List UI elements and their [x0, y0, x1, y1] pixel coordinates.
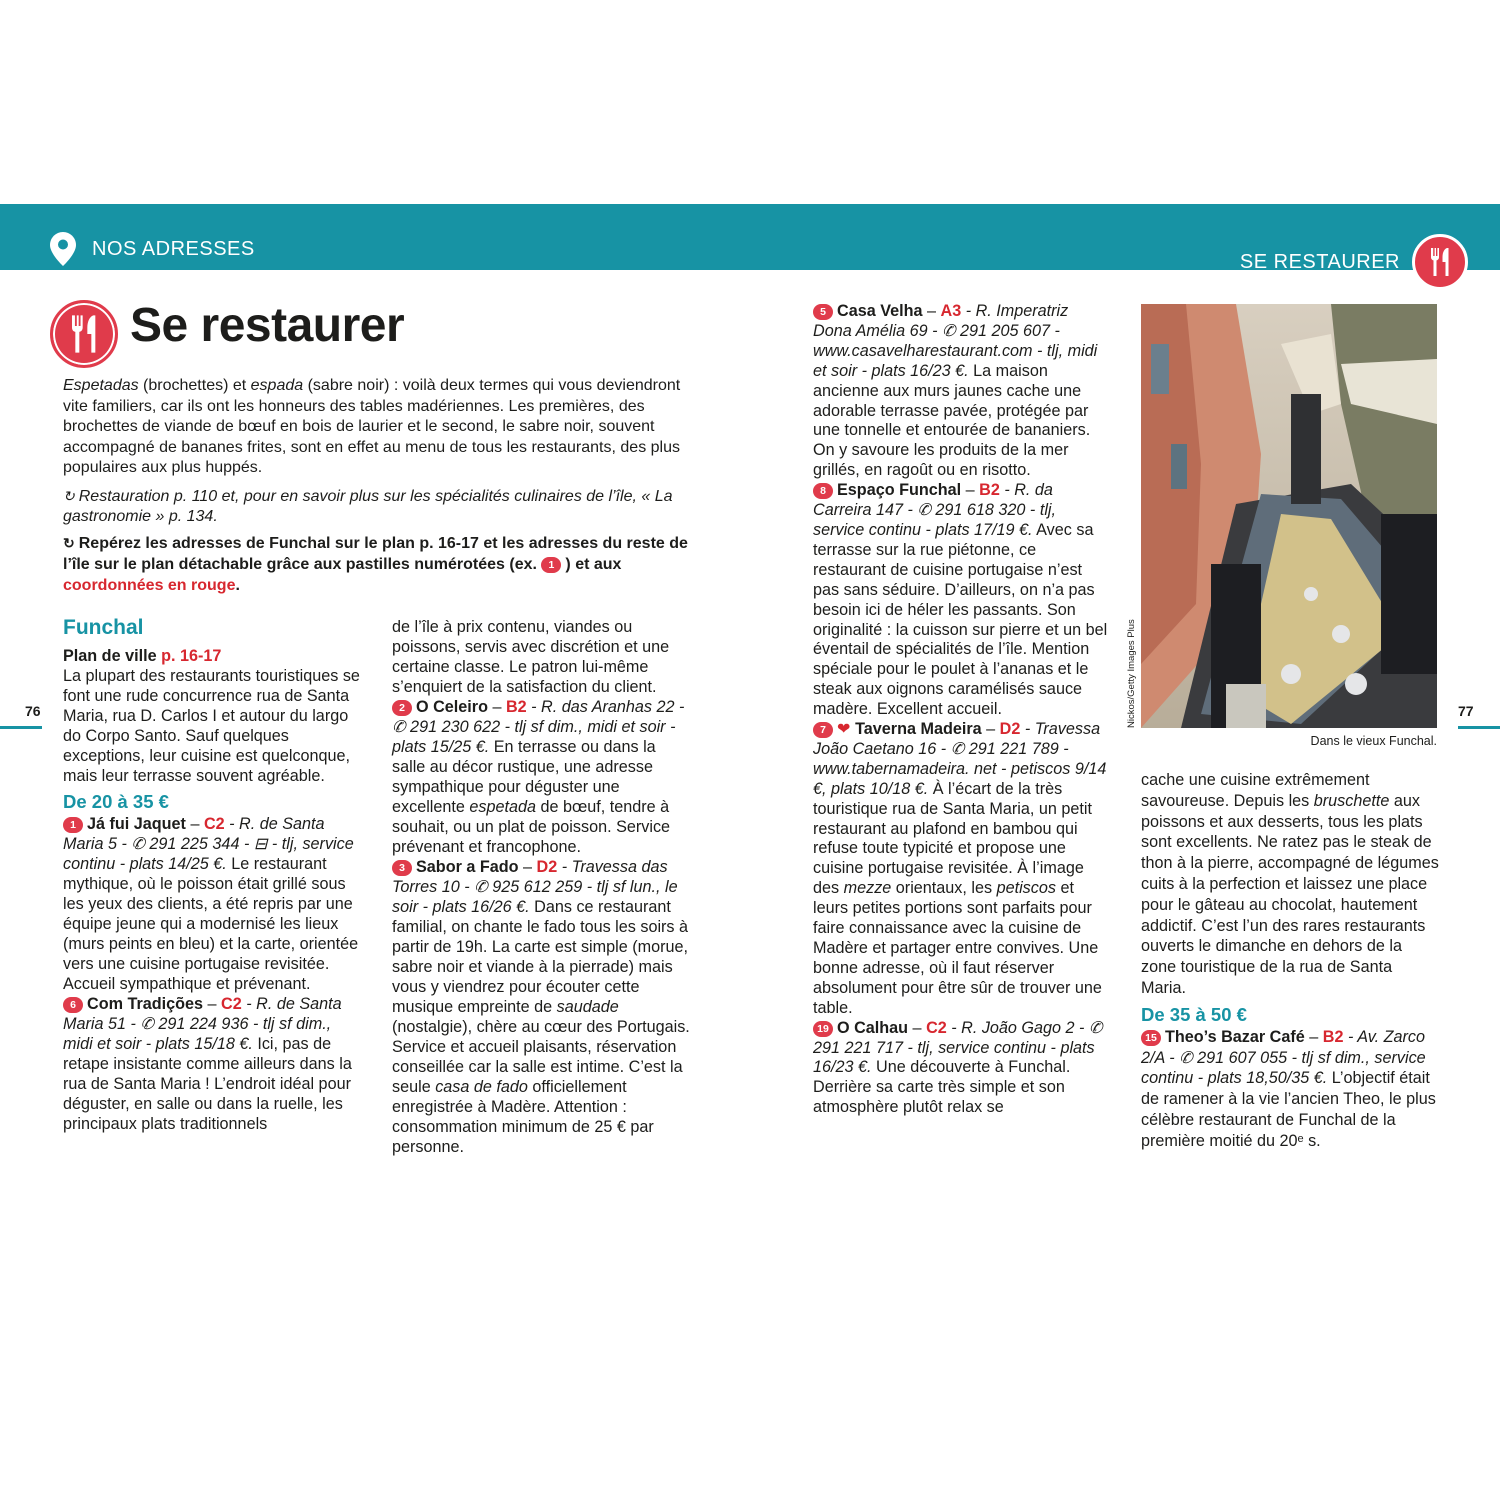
number-badge: 6	[63, 997, 83, 1013]
column-3	[813, 302, 1111, 1118]
section-label: NOS ADRESSES	[92, 237, 255, 260]
restaurant-details: - R. de Santa Maria 5 - ✆ 291 225 344 - ⊟ - tlj, service continu - plats 14/25 €.	[63, 815, 354, 873]
column-1	[63, 614, 363, 1134]
restaurant-description-continued: de l’île à prix contenu, viandes ou poissons, servis avec discrétion et une certaine classe. Le patron lui-même s’enquiert de la satisfaction du client.	[392, 618, 670, 696]
locator-text-b: ) et aux	[565, 556, 622, 573]
restaurant-entry	[1141, 1027, 1441, 1152]
restaurant-description: Le restaurant mythique, où le poisson était grillé sous les yeux des clients, a été repris par une équipe jeune qui a modernisé les lieux (murs peints en bleu) et la carte, orientée vers une cuisine portugaise revisitée. Accueil sympathique et prévenant.	[63, 855, 359, 993]
separator: –	[961, 481, 980, 500]
number-badge: 15	[1141, 1030, 1161, 1046]
separator: –	[487, 698, 506, 716]
map-coordinate: B2	[505, 698, 527, 716]
number-badge: 19	[813, 1021, 833, 1037]
number-badge: 1	[63, 817, 83, 833]
restaurant-description: (nostalgie), chère au cœur des Portugais. Service et accueil plaisants, réservation conseillée car la salle est intime. C’est la seule	[392, 1018, 690, 1096]
restaurant-name: Theo’s Bazar Café	[1165, 1027, 1305, 1046]
restaurant-icon	[50, 300, 118, 368]
restaurant-details: - Av. Zarco 2/A - ✆ 291 607 055 - tlj sf dim., service continu - plats 18,50/35 €.	[1141, 1027, 1426, 1088]
photo-credit: Nickos/Getty Images Plus	[1126, 619, 1137, 728]
city-intro: La plupart des restaurants touristiques se font une rude concurrence rua de Santa Maria, rua D. Carlos I et autour du largo do Corpo Santo. Sauf quelques exceptions, leur cuisine est quelconque, mais leur terrasse souvent agréable.	[63, 667, 360, 785]
restaurant-entry	[392, 697, 692, 857]
separator: –	[981, 720, 1000, 739]
intro-paragraph	[63, 376, 693, 479]
map-ref-page: p. 16-17	[161, 647, 222, 665]
restaurant-description: La maison ancienne aux murs jaunes cache une adorable terrasse pavée, protégée par une tonnelle et entourée de bananiers. On y savoure les produits de la mer grillés, en ragoût ou en risotto.	[813, 361, 1091, 480]
cross-reference-icon: ↻	[63, 488, 75, 504]
restaurant-name: O Calhau	[837, 1018, 909, 1037]
page-number-rule	[1458, 726, 1500, 729]
restaurant-description: Dans ce restaurant familial, on chante le fado tous les soirs à partir de 19h. La carte est simple (morue, sabre noir et viande à la pierrade) mais vous y viendrez pour écouter cette musique empreinte de	[392, 898, 689, 1016]
fork-knife-icon	[1412, 234, 1468, 290]
restaurant-description: L’objectif était de ramener à la vie l’ancien Theo, le plus célèbre restaurant de Funchal de la première moitié du 20ᵉ s.	[1141, 1069, 1436, 1150]
number-badge: 7	[813, 722, 833, 738]
locator-text-end: .	[235, 577, 240, 594]
locator-text-red: coordonnées en rouge	[63, 577, 236, 594]
locator-text-a: Repérez les adresses de Funchal sur le plan p. 16-17 et les adresses du reste de l’île sur le plan détachable grâce aux pastilles numérotées (ex.	[63, 535, 688, 573]
restaurant-description: officiellement enregistrée à Madère. Attention : consommation minimum de 25 € par personne.	[392, 1078, 654, 1156]
restaurant-description: En terrasse ou dans la salle au décor rustique, une adresse sympathique pour déguster une excellente	[392, 738, 656, 816]
separator: –	[1304, 1027, 1323, 1046]
heart-icon: ❤	[837, 720, 851, 739]
map-coordinate: A3	[940, 302, 962, 320]
column-4	[1141, 770, 1441, 1152]
intro-term-2: espada	[250, 377, 304, 394]
map-coordinate: D2	[536, 858, 558, 876]
dish-term: espetada	[469, 798, 536, 816]
restaurant-name: Casa Velha	[837, 302, 923, 320]
separator: –	[185, 815, 204, 833]
map-coordinate: C2	[221, 995, 242, 1013]
restaurant-description: Avec sa terrasse sur la rue piétonne, ce restaurant de cuisine portugaise n’est pas sans séduire. D’ailleurs, on n’a pas besoin ici de héler les passants. Son originalité : la cuisson sur pierre et un bel éventail de spécialités de l’île. Mention spéciale pour le poulet à l’ananas et le steak aux oignons caramélisés sauce madère. Excellent accueil.	[813, 520, 1108, 719]
separator: –	[203, 995, 222, 1013]
restaurant-details: - R. João Gago 2 - ✆ 291 221 717 - tlj, service continu - plats 16/23 €.	[813, 1018, 1103, 1077]
price-heading: De 35 à 50 €	[1141, 1003, 1247, 1025]
photo-caption: Dans le vieux Funchal.	[1310, 734, 1437, 748]
restaurant-description: Ici, pas de retape insistante comme ailleurs dans la rua de Santa Maria ! L’endroit idéal pour déguster, en salle ou dans la ruelle, les principaux plats traditionnels	[63, 1035, 352, 1133]
page-number-rule	[0, 726, 42, 729]
map-coordinate: C2	[203, 815, 225, 833]
page-number-left: 76	[25, 703, 41, 719]
restaurant-details: - Travessa João Caetano 16 - ✆ 291 221 789 - www.tabernamadeira. net - petiscos 9/14 €, plats 10/18 €.	[813, 720, 1107, 798]
restaurant-details: - R. Imperatriz Dona Amélia 69 - ✆ 291 205 607 - www.casavelharestaurant.com - tlj, midi et soir - plats 16/23 €.	[813, 302, 1098, 380]
intro-text-2: (sabre noir) : voilà deux termes qui vous deviendront vite familiers, car ils ont les honneurs des tables madériennes. Les premières, des brochettes de viande de bœuf en bois de laurier et le second, le sabre noir, souvent accompagné de bananes frites, sont en effet au menu de tous les restaurants, des plus populaires aux plus huppés.	[63, 377, 681, 477]
restaurant-entry	[813, 1019, 1111, 1119]
restaurant-entry	[813, 302, 1111, 481]
restaurant-details: - R. das Aranhas 22 - ✆ 291 230 622 - tlj sf dim., midi et soir - plats 15/25 €.	[392, 698, 685, 756]
restaurant-entry	[392, 857, 692, 1157]
intro-term-1: Espetadas	[63, 377, 139, 394]
term: casa de fado	[435, 1078, 528, 1096]
term: saudade	[556, 998, 619, 1016]
number-badge: 5	[813, 304, 833, 320]
location-pin-icon	[50, 232, 76, 266]
description-text: aux poissons et aux desserts, tous les plats sont excellents. Ne ratez pas le steak de thon à la pierre, accompagné de légumes cuits à la perfection et laissez une place pour le gâteau au chocolat, hautement addictif. C’est l’un des rares restaurants ouverts le dimanche en dehors de la zone touristique de la rua de Santa Maria.	[1141, 791, 1439, 997]
restaurant-name: O Celeiro	[416, 698, 488, 716]
column-2	[392, 617, 692, 1157]
separator: –	[518, 858, 537, 876]
cross-reference-note	[63, 486, 693, 527]
restaurant-name: Sabor a Fado	[416, 858, 519, 876]
map-coordinate: D2	[999, 720, 1021, 739]
restaurant-description: de bœuf, tendre à souhait, ou un plat de poisson. Service prévenant et francophone.	[392, 798, 671, 856]
restaurant-name: Com Tradições	[87, 995, 204, 1013]
restaurant-entry	[63, 814, 363, 994]
map-ref-label: Plan de ville	[63, 647, 162, 665]
intro-text-1: (brochettes) et	[138, 377, 251, 394]
price-heading: De 20 à 35 €	[63, 791, 169, 812]
map-locator-note	[63, 533, 693, 596]
number-badge: 8	[813, 483, 833, 499]
restaurant-description: Une découverte à Funchal. Derrière sa carte très simple et son atmosphère plutôt relax se	[813, 1058, 1071, 1117]
restaurant-name: Espaço Funchal	[837, 481, 962, 500]
term: mezze	[843, 879, 892, 898]
page-number-right: 77	[1458, 703, 1474, 719]
city-map-ref	[63, 646, 363, 666]
separator: –	[908, 1018, 927, 1037]
chapter-label: SE RESTAURER	[1239, 250, 1400, 273]
header-right	[1240, 234, 1468, 290]
restaurant-name: Já fui Jaquet	[87, 815, 186, 833]
restaurant-description: À l’écart de la très touristique rua de Santa Maria, un petit restaurant au plafond en bambou qui refuse toute typicité et propose une cuisine portugaise revisitée. À l’image des	[813, 779, 1092, 898]
restaurant-name: Taverna Madeira	[855, 720, 982, 739]
street-photo	[1141, 304, 1437, 728]
cross-reference-icon: ↻	[63, 535, 75, 551]
number-badge: 1	[541, 557, 561, 573]
restaurant-details: - R. de Santa Maria 51 - ✆ 291 224 936 - tlj sf dim., midi et soir - plats 15/18 €.	[63, 995, 342, 1053]
restaurant-entry	[813, 481, 1111, 720]
number-badge: 3	[392, 860, 412, 876]
number-badge: 2	[392, 700, 412, 716]
page-title: Se restaurer	[130, 299, 405, 352]
header-left	[50, 232, 255, 266]
map-coordinate: C2	[926, 1018, 947, 1037]
restaurant-description: orientaux, les	[891, 879, 997, 898]
restaurant-entry	[813, 720, 1111, 1019]
restaurant-details: - Travessa das Torres 10 - ✆ 925 612 259 - tlj sf lun., le soir - plats 16/26 €.	[392, 858, 678, 916]
map-coordinate: B2	[979, 481, 1000, 500]
city-heading: Funchal	[63, 616, 144, 639]
term: petiscos	[996, 879, 1056, 898]
description-text: cache une cuisine extrêmement savoureuse. Depuis les	[1141, 771, 1370, 810]
restaurant-details: - R. da Carreira 147 - ✆ 291 618 320 - tlj, service continu - plats 17/19 €.	[813, 481, 1057, 539]
term: bruschette	[1313, 791, 1390, 810]
note-text: Restauration p. 110 et, pour en savoir plus sur les spécialités culinaires de l’île, « La gastronomie » p. 134.	[63, 488, 673, 525]
restaurant-entry	[63, 994, 363, 1134]
restaurant-description-continued	[1141, 770, 1441, 999]
restaurant-description: et leurs petites portions sont parfaits pour faire connaissance avec la cuisine de Madère et partager entre convives. Une bonne adresse, où il faut réserver absolument pour être sûr de trouver une table.	[813, 879, 1102, 1017]
separator: –	[922, 302, 941, 320]
map-coordinate: B2	[1322, 1027, 1344, 1046]
